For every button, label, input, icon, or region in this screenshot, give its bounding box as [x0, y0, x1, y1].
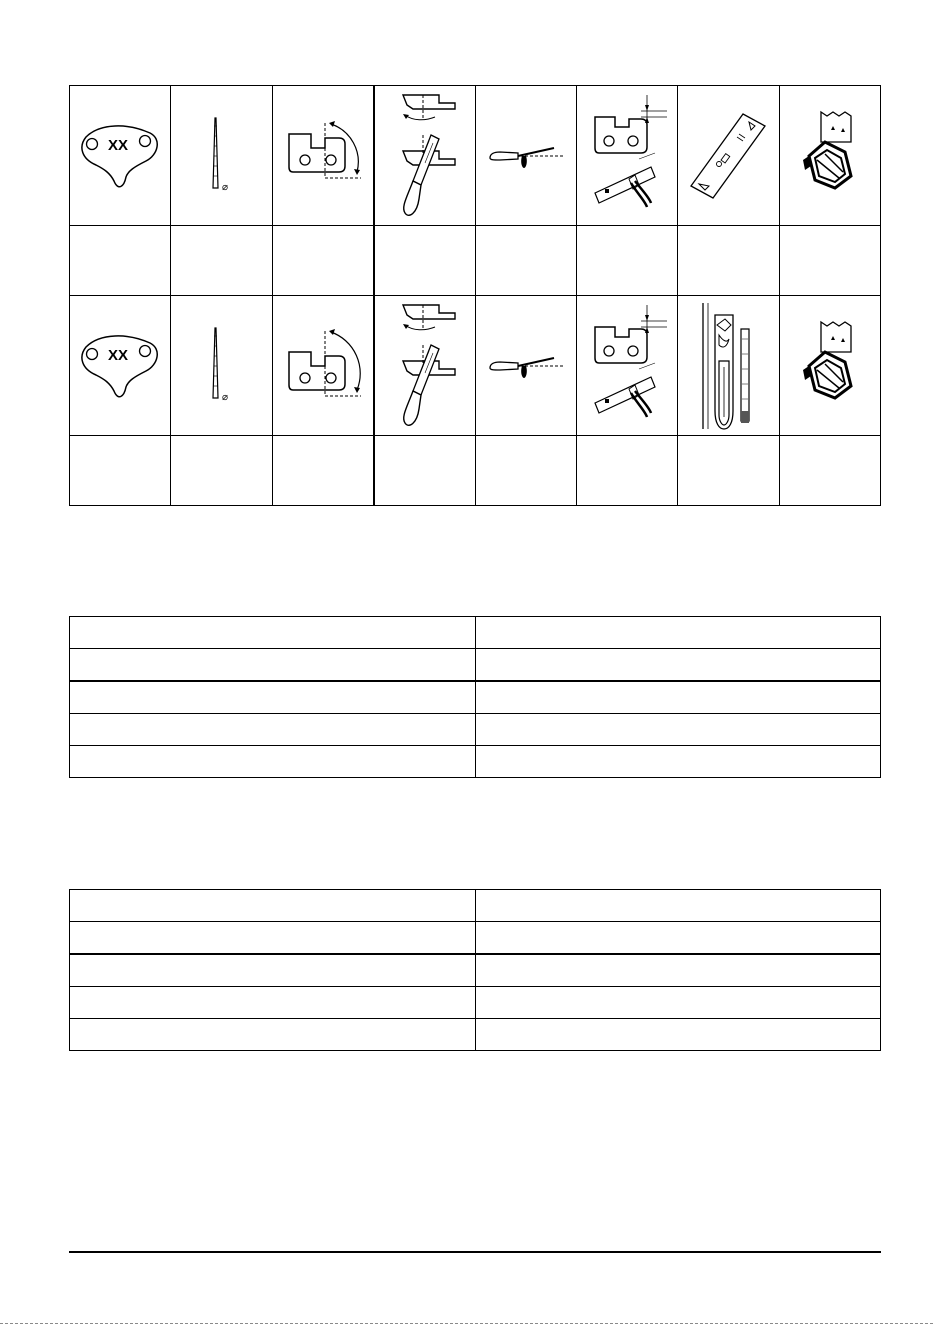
- file-holder-cell: [374, 296, 475, 436]
- spec-table-1: [69, 616, 881, 778]
- spec-cell: [70, 649, 476, 682]
- jig-cell: [779, 296, 880, 436]
- value-cell: [576, 436, 677, 506]
- gauge-label: XX: [108, 346, 129, 364]
- value-cell: [678, 436, 779, 506]
- value-row: [70, 436, 881, 506]
- value-cell: [272, 226, 373, 296]
- round-file-icon: [202, 114, 242, 198]
- spec-cell: [70, 617, 476, 649]
- spec-cell: [70, 922, 476, 955]
- depth-gauge-tool-icon: [685, 106, 771, 206]
- value-cell: [374, 436, 475, 506]
- sharpening-jig-icon: [795, 316, 865, 416]
- file-tilt-icon: [484, 136, 568, 176]
- spec-cell: [70, 746, 476, 778]
- value-cell: [272, 436, 373, 506]
- spec-row: [70, 890, 881, 922]
- file-angle-cell: [272, 296, 373, 436]
- file-angle-icon: [281, 324, 365, 408]
- depth-gauge-icon: [585, 299, 669, 433]
- spec-cell: [475, 954, 881, 987]
- spec-row: [70, 617, 881, 649]
- file-holder-angle-icon: [383, 89, 467, 223]
- spec-cell: [70, 954, 476, 987]
- value-cell: [171, 436, 272, 506]
- depth-gauge-cell: [576, 86, 677, 226]
- value-row: [70, 226, 881, 296]
- spec-row: [70, 681, 881, 714]
- value-cell: [576, 226, 677, 296]
- spec-cell: [475, 987, 881, 1019]
- file-cell: [171, 296, 272, 436]
- spec-row: [70, 954, 881, 987]
- spec-cell: [475, 649, 881, 682]
- depth-gauge-icon: [585, 89, 669, 223]
- spec-row: [70, 746, 881, 778]
- gauge-label: XX: [108, 136, 129, 154]
- spec-cell: [70, 714, 476, 746]
- spec-cell: [70, 1019, 476, 1051]
- value-cell: [779, 436, 880, 506]
- spec-cell: [70, 890, 476, 922]
- flat-file-kit-cell: [678, 296, 779, 436]
- file-holder-angle-icon: [383, 299, 467, 433]
- drive-link-gauge-icon: [78, 329, 162, 403]
- value-cell: [475, 226, 576, 296]
- diameter-symbol: ⌀: [221, 391, 228, 403]
- spec-row: [70, 987, 881, 1019]
- spec-cell: [475, 746, 881, 778]
- icon-row: [70, 296, 881, 436]
- value-cell: [70, 226, 171, 296]
- value-cell: [678, 226, 779, 296]
- spec-cell: [475, 714, 881, 746]
- file-tilt-cell: [475, 86, 576, 226]
- value-cell: [374, 226, 475, 296]
- value-cell: [475, 436, 576, 506]
- spec-row: [70, 1019, 881, 1051]
- spec-row: [70, 714, 881, 746]
- footer-rule: [69, 1251, 881, 1253]
- value-cell: [70, 436, 171, 506]
- spec-cell: [475, 922, 881, 955]
- gauge-cell: [70, 296, 171, 436]
- spec-table-2: [69, 889, 881, 1051]
- spec-cell: [475, 681, 881, 714]
- depth-gauge-cell: [576, 296, 677, 436]
- depth-gauge-tool-cell: [678, 86, 779, 226]
- file-tilt-icon: [484, 346, 568, 386]
- file-angle-cell: [272, 86, 373, 226]
- spec-cell: [475, 1019, 881, 1051]
- gauge-cell: [70, 86, 171, 226]
- icon-row: [70, 86, 881, 226]
- round-file-icon: [202, 324, 242, 408]
- jig-cell: [779, 86, 880, 226]
- drive-link-gauge-icon: [78, 119, 162, 193]
- value-cell: [779, 226, 880, 296]
- spec-cell: [70, 681, 476, 714]
- file-angle-icon: [281, 114, 365, 198]
- sharpening-equipment-table: [69, 85, 881, 506]
- spec-cell: [475, 617, 881, 649]
- value-cell: [171, 226, 272, 296]
- flat-file-kit-icon: [693, 299, 763, 433]
- spec-cell: [475, 890, 881, 922]
- diameter-symbol: ⌀: [221, 181, 228, 193]
- file-cell: [171, 86, 272, 226]
- file-tilt-cell: [475, 296, 576, 436]
- spec-row: [70, 649, 881, 682]
- spec-cell: [70, 987, 476, 1019]
- sharpening-jig-icon: [795, 106, 865, 206]
- file-holder-cell: [374, 86, 475, 226]
- spec-row: [70, 922, 881, 955]
